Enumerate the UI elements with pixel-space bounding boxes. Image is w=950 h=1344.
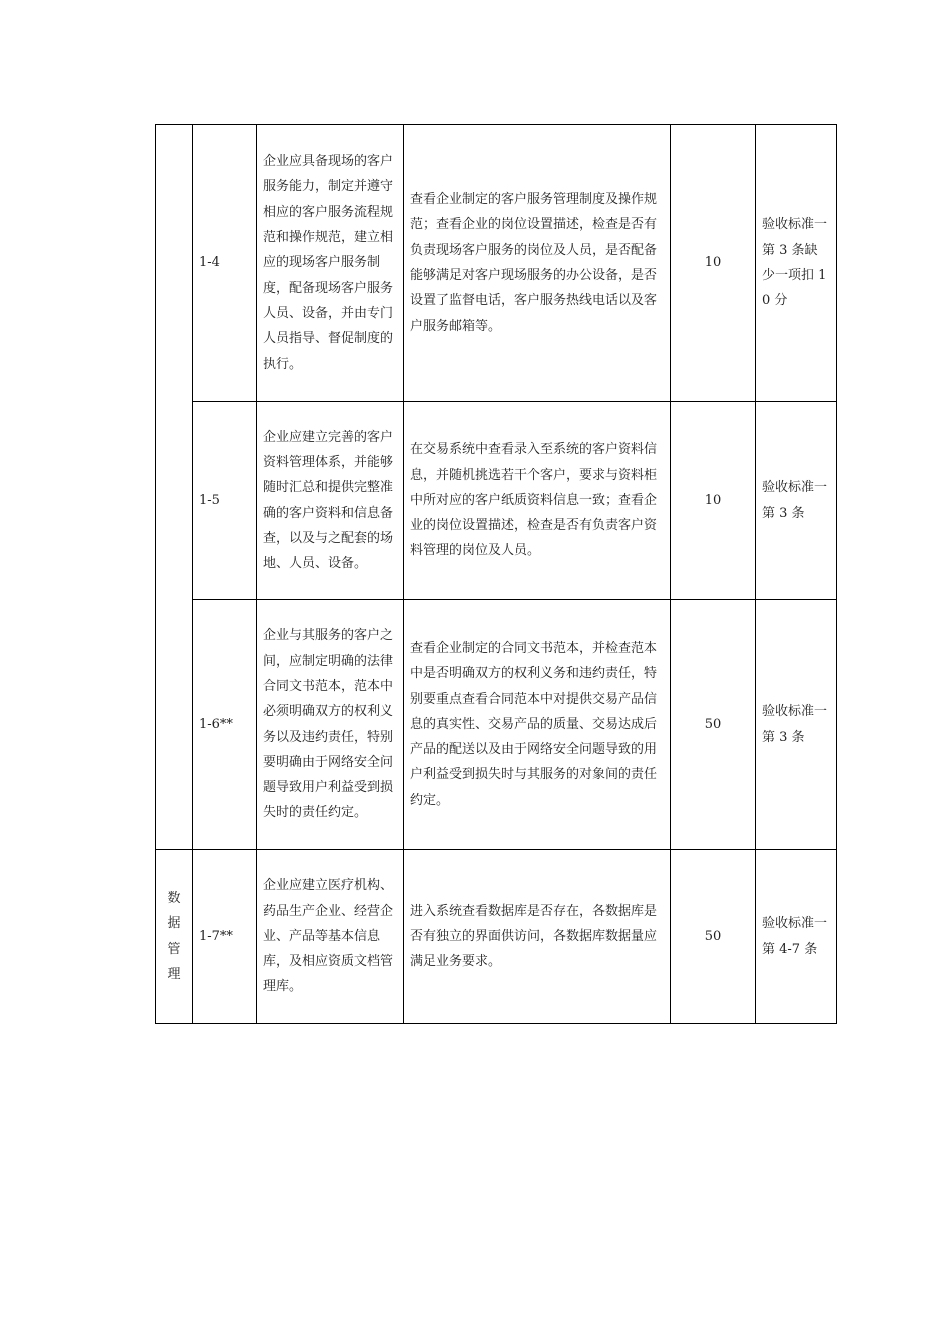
requirement-text: 企业应建立完善的客户资料管理体系，并能够随时汇总和提供完整准确的客户资料和信息备查，以及与之配套的场地、人员、设备。 (257, 402, 404, 600)
requirement-text: 企业应建立医疗机构、药品生产企业、经营企业、产品等基本信息库，及相应资质文档管理库。 (257, 850, 404, 1024)
item-code: 1-4 (193, 125, 257, 402)
inspection-method-text: 查看企业制定的客户服务管理制度及操作规范；查看企业的岗位设置描述，检查是否有负责现场客户服务的岗位及人员，是否配备能够满足对客户现场服务的办公设备，是否设置了监督电话，客户服务热线电话以及客户服务邮箱等。 (404, 125, 671, 402)
score-value: 10 (671, 125, 756, 402)
acceptance-standard-text: 验收标准一第 3 条 (756, 402, 837, 600)
item-code: 1-6** (193, 600, 257, 850)
table-row (156, 600, 837, 850)
item-code: 1-7** (193, 850, 257, 1024)
category-cell (156, 850, 193, 1024)
category-char: 管 (167, 941, 181, 957)
category-cell (156, 125, 193, 850)
category-char: 理 (167, 966, 181, 982)
table-row (156, 125, 837, 402)
category-char: 据 (167, 916, 181, 932)
requirement-text: 企业应具备现场的客户服务能力，制定并遵守相应的客户服务流程规范和操作规范，建立相应的现场客户服务制度，配备现场客户服务人员、设备，并由专门人员指导、督促制度的执行。 (257, 125, 404, 402)
score-value: 50 (671, 850, 756, 1024)
item-code: 1-5 (193, 402, 257, 600)
table-row (156, 850, 837, 1024)
inspection-method-text: 在交易系统中查看录入至系统的客户资料信息，并随机挑选若干个客户，要求与资料柜中所对应的客户纸质资料信息一致；查看企业的岗位设置描述，检查是否有负责客户资料管理的岗位及人员。 (404, 402, 671, 600)
score-value: 10 (671, 402, 756, 600)
inspection-method-text: 查看企业制定的合同文书范本，并检查范本中是否明确双方的权利义务和违约责任，特别要重点查看合同范本中对提供交易产品信息的真实性、交易产品的质量、交易达成后产品的配送以及由于网络安全问题导致的用户利益受到损失时与其服务的对象间的责任约定。 (404, 600, 671, 850)
table-row (156, 402, 837, 600)
acceptance-standard-text: 验收标准一第 4-7 条 (756, 850, 837, 1024)
acceptance-standard-text: 验收标准一第 3 条 (756, 600, 837, 850)
requirement-text: 企业与其服务的客户之间，应制定明确的法律合同文书范本，范本中必须明确双方的权利义务以及违约责任，特别要明确由于网络安全问题导致用户利益受到损失时的责任约定。 (257, 600, 404, 850)
category-char: 数 (167, 890, 181, 906)
acceptance-criteria-table (155, 124, 837, 1024)
acceptance-standard-text: 验收标准一第 3 条缺少一项扣 10 分 (756, 125, 837, 402)
score-value: 50 (671, 600, 756, 850)
inspection-method-text: 进入系统查看数据库是否存在，各数据库是否有独立的界面供访问，各数据库数据量应满足业务要求。 (404, 850, 671, 1024)
